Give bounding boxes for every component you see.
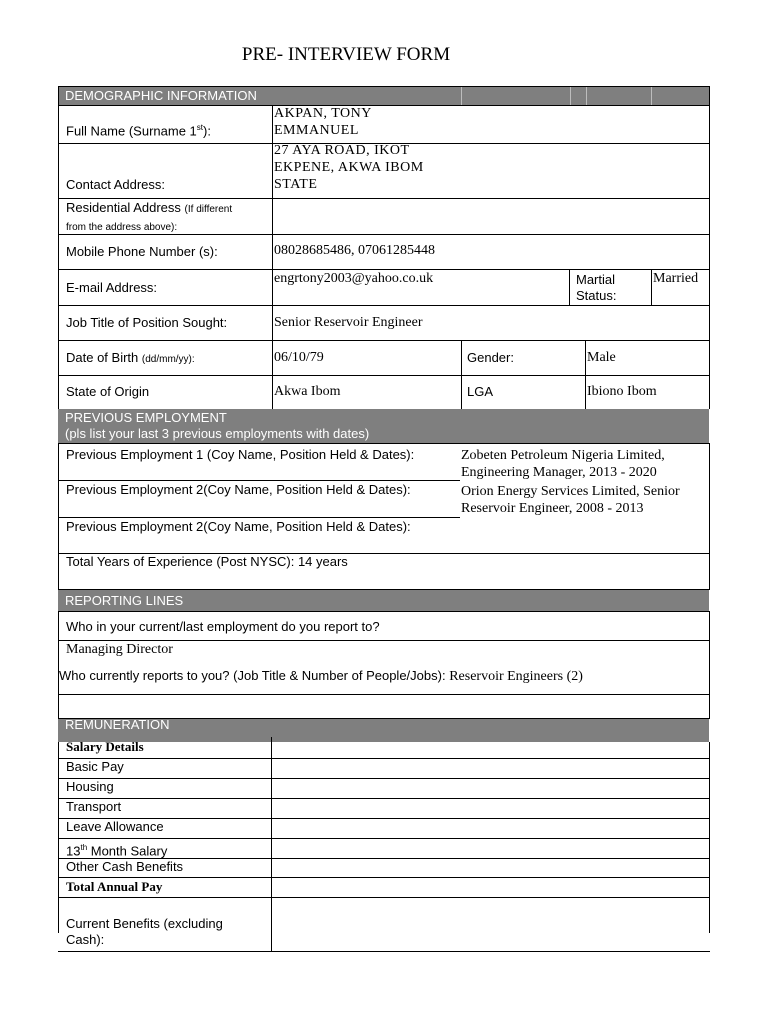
contact-address-line1: 27 AYA ROAD, IKOT [274,143,410,158]
residential-label-text: Residential Address [66,200,181,215]
leave-allowance-label: Leave Allowance [66,819,164,834]
marital-status-label [576,272,616,304]
other-cash-benefits-label: Other Cash Benefits [66,859,184,874]
total-annual-pay-label: Total Annual Pay [66,879,163,894]
row-divider [58,105,710,106]
row-divider [58,897,710,898]
residential-address-value[interactable] [274,208,704,228]
job-title-value: Senior Reservoir Engineer [274,315,423,330]
row-divider [58,443,710,444]
cell-divider [569,269,570,305]
demographic-header-text: DEMOGRAPHIC INFORMATION [65,88,257,103]
prev-employment-1-line2: Engineering Manager, 2013 - 2020 [461,465,657,480]
basic-pay-label: Basic Pay [66,759,124,774]
row-divider [58,694,710,695]
state-of-origin-value: Akwa Ibom [274,384,341,399]
prev-employment-2-line2: Reservoir Engineer, 2008 - 2013 [461,501,644,516]
table-border [709,611,710,719]
dob-label-text: Date of Birth [66,350,139,365]
row-divider [58,340,710,341]
employment-header [58,409,709,443]
email-label: E-mail Address: [66,280,158,295]
reporting-header-text: REPORTING LINES [65,593,184,608]
row-divider [58,798,710,799]
cell-divider [461,340,462,409]
current-benefits-line2: Cash): [66,932,105,947]
reporting-answer-1: Managing Director [66,642,173,657]
marital-label-line1: Martial [576,272,616,287]
contact-address-label: Contact Address: [66,177,165,192]
table-border [709,86,710,409]
reporting-question-1: Who in your current/last employment do you report to? [66,619,380,634]
full-name-label-suffix: ): [203,123,211,139]
row-divider [58,758,710,759]
state-of-origin-label: State of Origin [66,384,150,399]
mobile-phone-value: 08028685486, 07061285448 [274,243,435,258]
salary-details-label: Salary Details [66,739,144,754]
lga-value: Ibiono Ibom [587,384,657,399]
prev-employment-1-label: Previous Employment 1 (Coy Name, Position Held & Dates): [66,447,415,462]
prev-employment-2-label: Previous Employment 2(Coy Name, Position Held & Dates): [66,482,411,497]
prev-employment-2-line1: Orion Energy Services Limited, Senior [461,484,680,499]
header-divider [461,87,462,105]
email-value: engrtony2003@yahoo.co.uk [274,271,434,286]
month13-prefix: 13 [66,843,81,859]
table-border [58,611,59,719]
row-divider [58,951,710,952]
table-border [709,443,710,590]
mobile-phone-label: Mobile Phone Number (s): [66,244,218,259]
reporting-answer-2: Reservoir Engineers (2) [449,669,583,684]
month13-sup: th [80,843,88,852]
demographic-header [58,87,709,105]
row-divider [58,198,710,199]
full-name-label-text: Full Name (Surname 1 [66,123,197,139]
employment-header-line1: PREVIOUS EMPLOYMENT [65,410,227,425]
row-divider [58,877,710,878]
residential-address-label [66,200,232,236]
transport-label: Transport [66,799,122,814]
job-title-label: Job Title of Position Sought: [66,315,228,330]
remuneration-header [58,719,709,742]
header-divider [651,87,652,105]
full-name-label-sup: st [196,123,204,132]
row-divider [58,838,710,839]
table-border [58,86,59,409]
row-divider [58,611,710,612]
table-border [271,737,272,951]
remuneration-header-text: REMUNERATION [65,717,170,732]
marital-label-line2: Status: [576,288,617,303]
full-name-label [66,120,211,139]
full-name-line2: EMMANUEL [274,123,359,138]
residential-note2: from the address above): [66,222,178,233]
contact-address-line2: EKPENE, AKWA IBOM [274,160,424,175]
prev-employment-3-label: Previous Employment 2(Coy Name, Position Held & Dates): [66,519,411,534]
row-divider [58,778,710,779]
table-border [272,105,273,409]
header-divider [586,87,587,105]
residential-note1: (If different [184,204,233,215]
reporting-question-2 [59,668,583,685]
housing-label: Housing [66,779,114,794]
current-benefits-label [66,916,223,948]
dob-format: (dd/mm/yy): [141,354,195,365]
header-divider [570,87,571,105]
total-experience: Total Years of Experience (Post NYSC): 14 years [66,554,348,569]
month13-suffix: Month Salary [87,843,168,859]
row-divider [58,375,710,376]
row-divider [58,517,460,518]
employment-header-line2: (pls list your last 3 previous employments with dates) [65,426,370,441]
month13-salary-label [66,840,167,859]
page-title: PRE- INTERVIEW FORM [241,44,451,65]
reporting-header [58,590,709,611]
cell-divider [651,269,652,305]
row-divider [58,305,710,306]
reporting-question-2-text: Who currently reports to you? (Job Title & Number of People/Jobs): [59,668,446,683]
current-benefits-line1: Current Benefits (excluding [66,916,223,931]
contact-address-line3: STATE [274,177,318,192]
dob-value: 06/10/79 [274,350,324,365]
lga-label: LGA [467,384,494,399]
full-name-line1: AKPAN, TONY [274,106,372,121]
prev-employment-1-line1: Zobeten Petroleum Nigeria Limited, [461,448,665,463]
gender-value: Male [587,350,616,365]
table-border [58,86,710,87]
marital-status-value: Married [653,271,699,286]
gender-label: Gender: [467,350,514,365]
cell-divider [585,340,586,409]
row-divider [58,480,460,481]
dob-label [66,350,195,368]
